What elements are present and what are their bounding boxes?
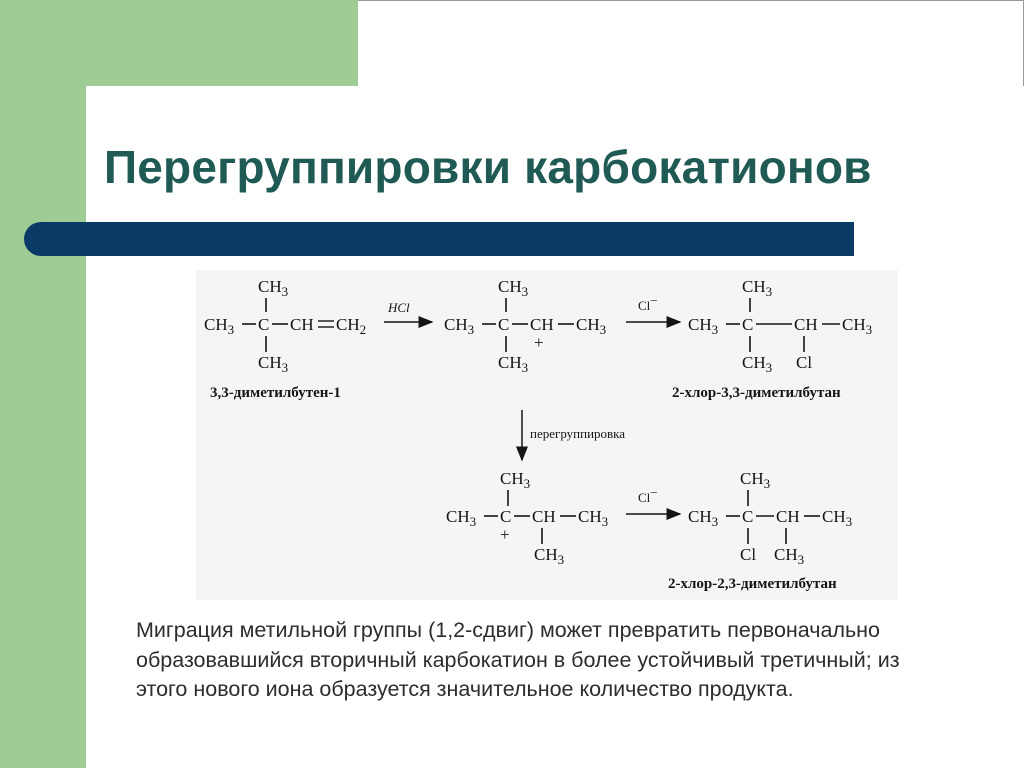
plus-charge-2: +	[500, 525, 510, 544]
slide-description: Миграция метильной группы (1,2-сдвиг) может превратить первоначально образовавшийся вторичный карбокатион в более устойчивый третичный; из этого нового иона образуется значительное количество продукта.	[136, 618, 900, 701]
carbon-1: C	[258, 315, 270, 334]
ch3-top-4: $CH_3$	[500, 469, 531, 491]
ch-3: CH	[794, 315, 818, 334]
molecule-3-3-dimethylbutene-1	[204, 277, 366, 401]
name-product-1: 2-хлор-3,3-диметилбутан	[672, 385, 841, 401]
ch-5: CH	[776, 507, 800, 526]
secondary-carbocation	[444, 277, 606, 375]
ch3-left-4: $CH_3$	[446, 507, 477, 529]
plus-charge-1: +	[534, 333, 544, 352]
cl-5: Cl	[740, 545, 757, 564]
arrow-hcl	[384, 300, 432, 322]
ch3-left-1: $CH_3$	[204, 315, 235, 337]
ch3-bottom-3: $CH_3$	[742, 353, 773, 375]
ch3-right-3: $CH_3$	[842, 315, 873, 337]
slide-title: Перегруппировки карбокатионов	[104, 141, 872, 193]
name-product-2: 2-хлор-2,3-диметилбутан	[668, 576, 837, 592]
ch3-top-3: $CH_3$	[742, 277, 773, 299]
reagent-cl-top: Cl−	[638, 293, 658, 313]
tertiary-carbocation	[446, 469, 608, 567]
rearrangement-label: перегруппировка	[530, 426, 626, 441]
ch3-left-3: $CH_3$	[688, 315, 719, 337]
carbon-4: C	[500, 507, 512, 526]
cl-3: Cl	[796, 353, 813, 372]
ch3-top-2: $CH_3$	[498, 277, 529, 299]
ch3-bottom-5: $CH_3$	[774, 545, 805, 567]
ch2-1: $CH_2$	[336, 315, 367, 337]
product-2-chloro-3-3-dimethylbutane	[672, 277, 872, 401]
arrow-cl-top	[626, 293, 680, 322]
carbon-3: C	[742, 315, 754, 334]
reagent-cl-bottom: Cl−	[638, 485, 658, 505]
name-start: 3,3-диметилбутен-1	[210, 385, 341, 401]
ch3-top-1: $CH_3$	[258, 277, 289, 299]
arrow-rearrangement	[522, 410, 625, 460]
ch3-right-2: $CH_3$	[576, 315, 607, 337]
ch3-bottom-2: $CH_3$	[498, 353, 529, 375]
ch-2: CH	[530, 315, 554, 334]
ch3-top-5: $CH_3$	[740, 469, 771, 491]
ch-1: CH	[290, 315, 314, 334]
ch3-right-4: $CH_3$	[578, 507, 609, 529]
reagent-hcl: HCl	[388, 300, 410, 315]
ch3-right-5: $CH_3$	[822, 507, 853, 529]
ch3-bottom-1: $CH_3$	[258, 353, 289, 375]
carbon-2: C	[498, 315, 510, 334]
ch3-left-2: $CH_3$	[444, 315, 475, 337]
product-2-chloro-2-3-dimethylbutane	[668, 469, 852, 592]
ch3-bottom-4: $CH_3$	[534, 545, 565, 567]
arrow-cl-bottom	[626, 485, 680, 514]
ch3-left-5: $CH_3$	[688, 507, 719, 529]
ch-4: CH	[532, 507, 556, 526]
carbon-5: C	[742, 507, 754, 526]
